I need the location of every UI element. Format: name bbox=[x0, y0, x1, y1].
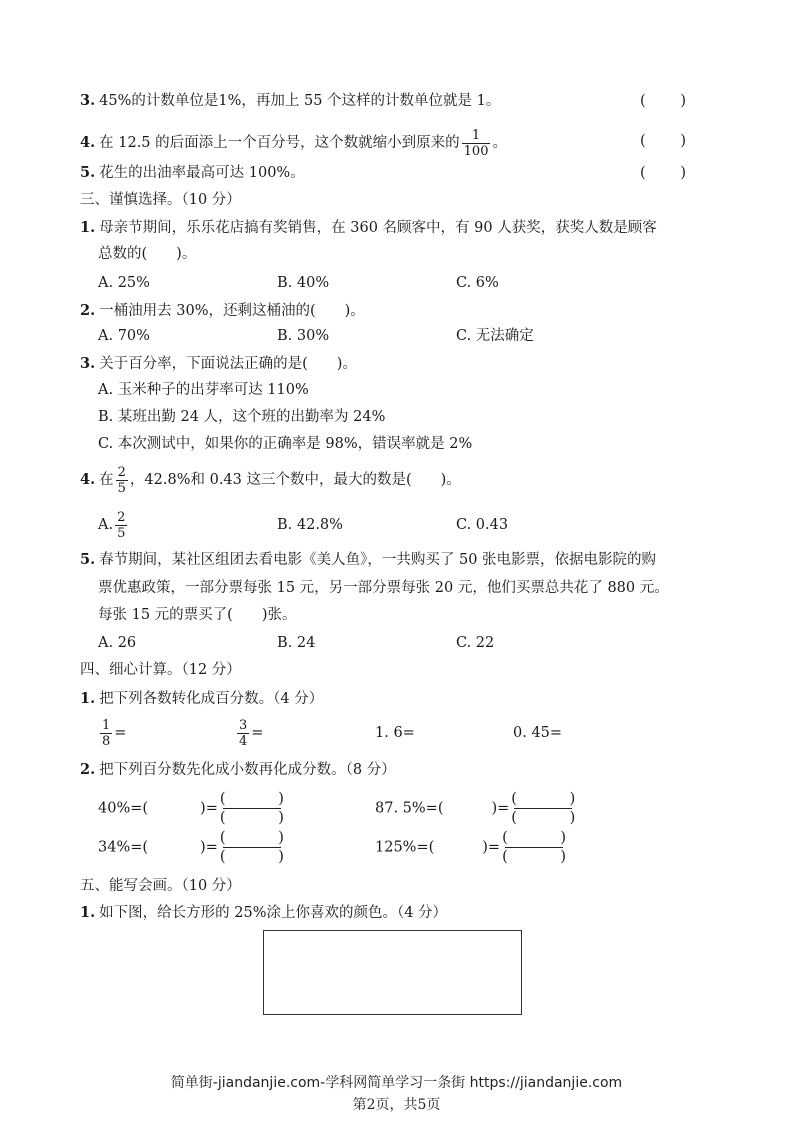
convert-row[interactable]: 87. 5%=( )= ( ) ( ) bbox=[375, 791, 576, 826]
drawing-rectangle[interactable] bbox=[263, 930, 522, 1015]
fraction: $\frac{3}{4}$ bbox=[239, 717, 248, 749]
option-b[interactable]: B. 40% bbox=[277, 275, 330, 291]
option-a[interactable]: A. 26 bbox=[98, 635, 137, 651]
blank-fraction[interactable]: ( ) ( ) bbox=[219, 830, 284, 865]
s3-q2: 2. 一桶油用去 30%，还剩这桶油的( )。 bbox=[80, 302, 365, 319]
option-c[interactable]: C. 无法确定 bbox=[456, 328, 534, 344]
blank-fraction[interactable]: ( ) ( ) bbox=[502, 830, 567, 865]
s3-q5-line3: 每张 15 元的票买了( )张。 bbox=[98, 607, 297, 623]
option-a[interactable]: A. 70% bbox=[98, 328, 150, 344]
option-b[interactable]: B. 某班出勤 24 人，这个班的出勤率为 24% bbox=[98, 409, 386, 425]
page-number: 第2页，共5页 bbox=[352, 1097, 441, 1113]
s3-q5-line2: 票优惠政策，一部分票每张 15 元，另一部分票每张 20 元，他们买票总共花了 880 元。 bbox=[98, 580, 669, 596]
option-c[interactable]: C. 本次测试中，如果你的正确率是 98%，错误率就是 2% bbox=[98, 436, 473, 452]
fraction: $\frac{1}{8}$ bbox=[102, 717, 111, 749]
option-b[interactable]: B. 42.8% bbox=[277, 517, 343, 533]
question-number: 5. bbox=[80, 164, 96, 181]
answer-parentheses[interactable]: ( ) bbox=[640, 93, 686, 109]
s5-q1: 1. 如下图，给长方形的 25%涂上你喜欢的颜色。（4 分） bbox=[80, 904, 448, 921]
section-heading: 四、细心计算。（12 分） bbox=[80, 662, 241, 678]
calc-item[interactable]: 0. 45= bbox=[513, 725, 563, 741]
section-heading: 五、能写会画。（10 分） bbox=[80, 878, 241, 894]
option-a[interactable]: A. 25% bbox=[98, 275, 150, 291]
s3-q4: 4. 在 $\frac{2}{5}$ ，42.8%和 0.43 这三个数中，最大的数是( )。 bbox=[80, 464, 461, 496]
option-b[interactable]: B. 30% bbox=[277, 328, 330, 344]
s3-q3: 3. 关于百分率，下面说法正确的是( )。 bbox=[80, 355, 357, 372]
answer-parentheses[interactable]: ( ) bbox=[640, 165, 686, 181]
option-c[interactable]: C. 6% bbox=[456, 275, 499, 291]
convert-row[interactable]: 40%=( )= ( ) ( ) bbox=[98, 791, 284, 826]
s3-q1-line1: 1. 母亲节期间，乐乐花店搞有奖销售，在 360 名顾客中，有 90 人获奖，获奖人数是顾客 bbox=[80, 219, 657, 236]
calc-item[interactable]: $\frac{3}{4}$ = bbox=[239, 717, 264, 749]
s4-q2: 2. 把下列百分数先化成小数再化成分数。（8 分） bbox=[80, 761, 396, 778]
calc-item[interactable]: $\frac{1}{8}$ = bbox=[102, 717, 127, 749]
footer-watermark: 简单街-jiandanjie.com-学科网简单学习一条街 https://jiandanjie.com bbox=[170, 1075, 623, 1091]
fraction: $\frac{1}{100}$ bbox=[463, 127, 489, 159]
question-text: 在 12.5 的后面添上一个百分号，这个数就缩小到原来的 bbox=[99, 135, 460, 151]
blank-fraction[interactable]: ( ) ( ) bbox=[511, 791, 576, 826]
convert-row[interactable]: 125%=( )= ( ) ( ) bbox=[375, 830, 567, 865]
option-b[interactable]: B. 24 bbox=[277, 635, 316, 651]
judge-q4: 4. 在 12.5 的后面添上一个百分号，这个数就缩小到原来的 $\frac{1}{100}$ 。 bbox=[80, 127, 507, 159]
convert-row[interactable]: 34%=( )= ( ) ( ) bbox=[98, 830, 284, 865]
option-c[interactable]: C. 22 bbox=[456, 635, 495, 651]
option-c[interactable]: C. 0.43 bbox=[456, 517, 509, 533]
fraction: $\frac{2}{5}$ bbox=[117, 509, 126, 541]
option-a[interactable]: A. $\frac{2}{5}$ bbox=[98, 509, 126, 541]
blank-fraction[interactable]: ( ) ( ) bbox=[219, 791, 284, 826]
judge-q5 bbox=[80, 163, 305, 183]
section-heading: 三、谨慎选择。（10 分） bbox=[80, 192, 241, 208]
question-text: 45%的计数单位是1%，再加上 55 个这样的计数单位就是 1。 bbox=[99, 93, 501, 109]
question-number: 3. bbox=[80, 92, 96, 109]
answer-parentheses[interactable]: ( ) bbox=[640, 133, 686, 149]
s3-q1-line2: 总数的( )。 bbox=[98, 246, 197, 262]
s4-q1: 1. 把下列各数转化成百分数。（4 分） bbox=[80, 690, 324, 707]
question-number: 4. bbox=[80, 134, 96, 151]
judge-q3 bbox=[80, 91, 500, 111]
s3-q5-line1: 5. 春节期间，某社区组团去看电影《美人鱼》，一共购买了 50 张电影票，依据电影院的购 bbox=[80, 551, 657, 568]
fraction: $\frac{2}{5}$ bbox=[117, 464, 126, 496]
calc-item[interactable]: 1. 6= bbox=[375, 725, 415, 741]
question-text: 花生的出油率最高可达 100%。 bbox=[99, 165, 305, 181]
option-a[interactable]: A. 玉米种子的出芽率可达 110% bbox=[98, 382, 309, 398]
